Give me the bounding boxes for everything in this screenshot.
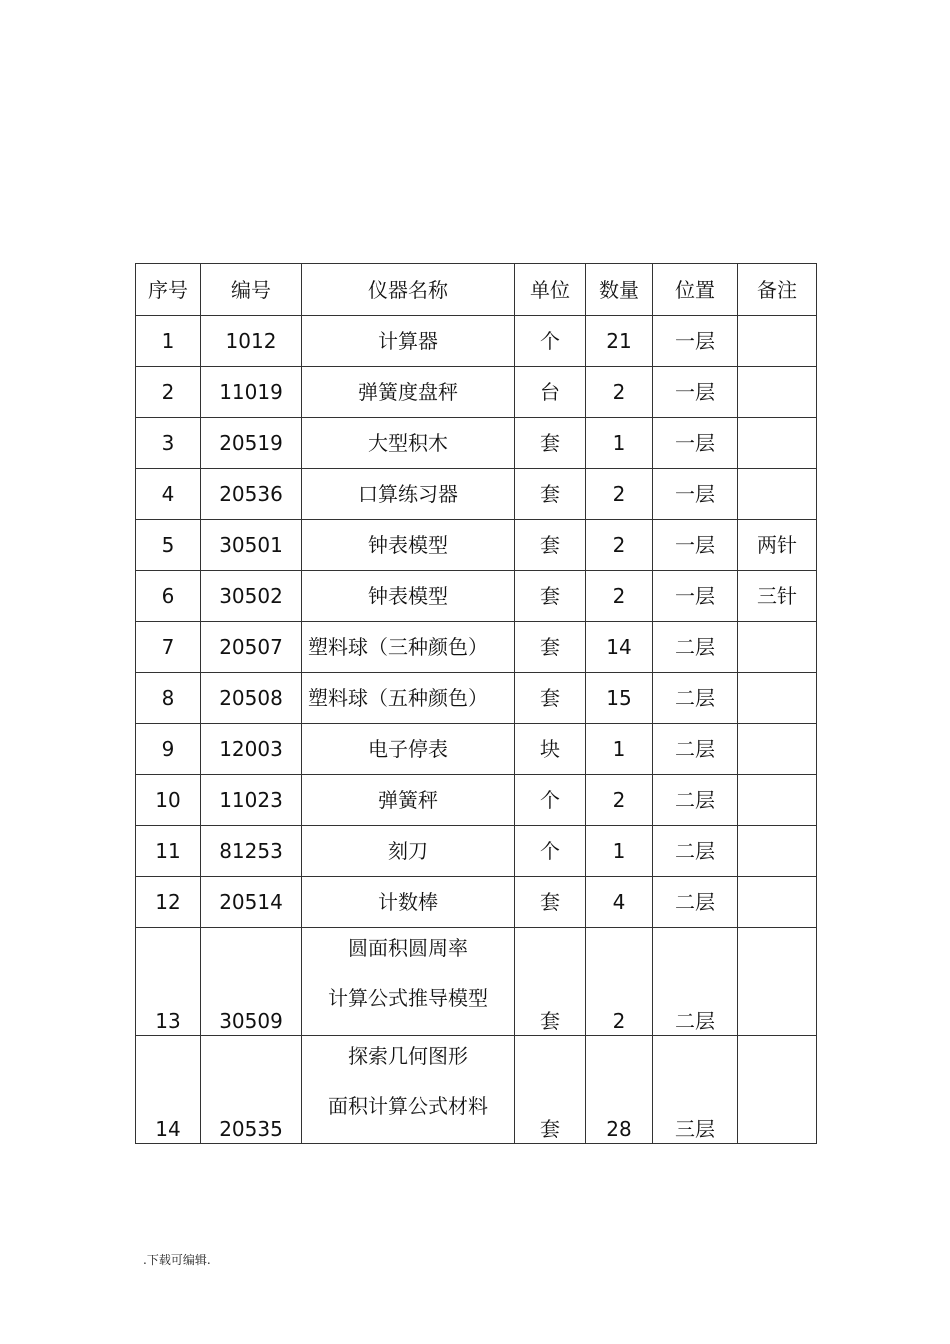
cell-seq: 14	[136, 1036, 201, 1144]
cell-name: 钟表模型	[302, 571, 515, 622]
footer-note: .下载可编辑.	[143, 1253, 211, 1267]
table-row	[136, 418, 817, 469]
cell-remark	[738, 775, 817, 826]
cell-location: 二层	[653, 928, 738, 1036]
cell-unit: 个	[515, 316, 586, 367]
cell-qty: 28	[586, 1036, 653, 1144]
table-row	[136, 877, 817, 928]
cell-unit: 套	[515, 622, 586, 673]
cell-seq: 1	[136, 316, 201, 367]
cell-name-line-1: 探索几何图形	[348, 1044, 468, 1068]
cell-remark	[738, 928, 817, 1036]
cell-seq: 13	[136, 928, 201, 1036]
cell-unit: 台	[515, 367, 586, 418]
cell-location: 一层	[653, 316, 738, 367]
cell-unit: 个	[515, 775, 586, 826]
cell-code: 20535	[201, 1036, 302, 1144]
cell-qty: 2	[586, 469, 653, 520]
header-remark: 备注	[738, 264, 817, 316]
cell-code: 30502	[201, 571, 302, 622]
table-row	[136, 673, 817, 724]
cell-unit: 套	[515, 520, 586, 571]
cell-remark	[738, 367, 817, 418]
cell-seq: 8	[136, 673, 201, 724]
table-row	[136, 1036, 817, 1144]
cell-code: 1012	[201, 316, 302, 367]
cell-name: 钟表模型	[302, 520, 515, 571]
header-seq: 序号	[136, 264, 201, 316]
cell-seq: 4	[136, 469, 201, 520]
cell-name	[302, 928, 515, 1036]
header-location: 位置	[653, 264, 738, 316]
cell-qty: 15	[586, 673, 653, 724]
cell-qty: 2	[586, 520, 653, 571]
table-header-row	[136, 264, 817, 316]
cell-location: 二层	[653, 724, 738, 775]
cell-unit: 套	[515, 673, 586, 724]
cell-location: 一层	[653, 367, 738, 418]
cell-seq: 7	[136, 622, 201, 673]
table-row	[136, 928, 817, 1036]
cell-location: 一层	[653, 469, 738, 520]
table-row	[136, 775, 817, 826]
cell-qty: 21	[586, 316, 653, 367]
cell-qty: 1	[586, 826, 653, 877]
cell-qty: 4	[586, 877, 653, 928]
cell-unit: 套	[515, 418, 586, 469]
cell-seq: 6	[136, 571, 201, 622]
cell-unit: 块	[515, 724, 586, 775]
cell-name-line-2: 面积计算公式材料	[328, 1094, 488, 1118]
cell-name: 弹簧秤	[302, 775, 515, 826]
cell-code: 12003	[201, 724, 302, 775]
cell-remark	[738, 1036, 817, 1144]
cell-name: 大型积木	[302, 418, 515, 469]
cell-location: 二层	[653, 877, 738, 928]
cell-unit: 套	[515, 1036, 586, 1144]
cell-seq: 11	[136, 826, 201, 877]
cell-remark	[738, 316, 817, 367]
table-row	[136, 469, 817, 520]
cell-code: 20508	[201, 673, 302, 724]
cell-location: 二层	[653, 826, 738, 877]
cell-unit: 套	[515, 877, 586, 928]
cell-location: 二层	[653, 673, 738, 724]
cell-seq: 5	[136, 520, 201, 571]
cell-unit: 套	[515, 928, 586, 1036]
cell-name-line-1: 圆面积圆周率	[348, 936, 468, 960]
cell-code: 20519	[201, 418, 302, 469]
instrument-inventory-table	[135, 263, 817, 1144]
cell-name	[302, 622, 515, 673]
cell-remark	[738, 826, 817, 877]
header-unit: 单位	[515, 264, 586, 316]
cell-unit: 套	[515, 469, 586, 520]
cell-remark	[738, 673, 817, 724]
table-row	[136, 826, 817, 877]
cell-remark	[738, 877, 817, 928]
cell-remark	[738, 724, 817, 775]
cell-location: 一层	[653, 571, 738, 622]
cell-remark	[738, 469, 817, 520]
cell-location: 一层	[653, 520, 738, 571]
cell-code: 30509	[201, 928, 302, 1036]
cell-name: 计算器	[302, 316, 515, 367]
cell-name-text: 塑料球（五种颜色）	[308, 686, 488, 710]
cell-location: 三层	[653, 1036, 738, 1144]
cell-code: 11023	[201, 775, 302, 826]
cell-code: 30501	[201, 520, 302, 571]
cell-location: 二层	[653, 775, 738, 826]
cell-unit: 套	[515, 571, 586, 622]
cell-seq: 3	[136, 418, 201, 469]
cell-unit: 个	[515, 826, 586, 877]
cell-name: 弹簧度盘秤	[302, 367, 515, 418]
cell-qty: 1	[586, 418, 653, 469]
cell-qty: 14	[586, 622, 653, 673]
table-row	[136, 520, 817, 571]
cell-seq: 12	[136, 877, 201, 928]
cell-seq: 10	[136, 775, 201, 826]
cell-remark	[738, 418, 817, 469]
cell-name-text: 塑料球（三种颜色）	[308, 635, 488, 659]
cell-remark	[738, 622, 817, 673]
header-qty: 数量	[586, 264, 653, 316]
cell-seq: 2	[136, 367, 201, 418]
cell-code: 20514	[201, 877, 302, 928]
cell-qty: 2	[586, 775, 653, 826]
header-name: 仪器名称	[302, 264, 515, 316]
cell-qty: 2	[586, 928, 653, 1036]
cell-seq: 9	[136, 724, 201, 775]
cell-name: 口算练习器	[302, 469, 515, 520]
cell-location: 一层	[653, 418, 738, 469]
table-row	[136, 367, 817, 418]
table-row	[136, 622, 817, 673]
cell-name: 刻刀	[302, 826, 515, 877]
cell-remark: 三针	[738, 571, 817, 622]
cell-code: 20507	[201, 622, 302, 673]
cell-name: 计数棒	[302, 877, 515, 928]
cell-location: 二层	[653, 622, 738, 673]
table-row	[136, 571, 817, 622]
cell-code: 20536	[201, 469, 302, 520]
cell-qty: 1	[586, 724, 653, 775]
cell-name: 电子停表	[302, 724, 515, 775]
cell-name-line-2: 计算公式推导模型	[328, 986, 488, 1010]
cell-code: 11019	[201, 367, 302, 418]
cell-qty: 2	[586, 367, 653, 418]
table-row	[136, 724, 817, 775]
header-code: 编号	[201, 264, 302, 316]
cell-name	[302, 673, 515, 724]
cell-remark: 两针	[738, 520, 817, 571]
cell-qty: 2	[586, 571, 653, 622]
cell-code: 81253	[201, 826, 302, 877]
cell-name	[302, 1036, 515, 1144]
table-row	[136, 316, 817, 367]
